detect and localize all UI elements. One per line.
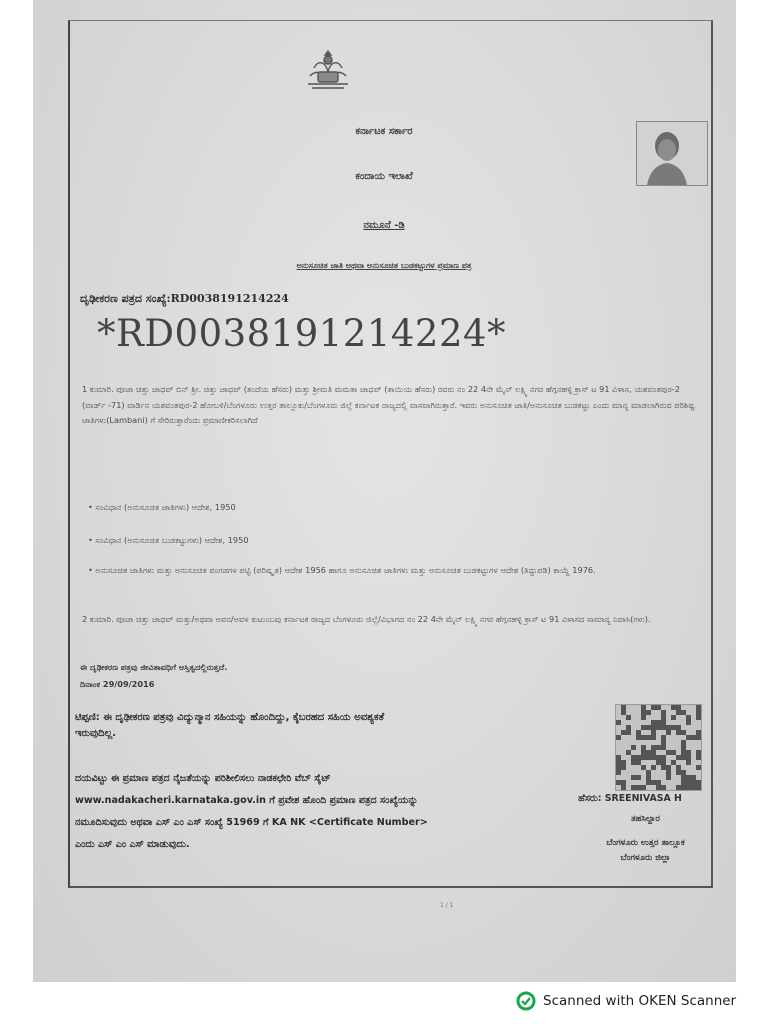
qr-code-icon <box>615 704 702 791</box>
certificate-number-line: ದೃಢೀಕರಣ ಪತ್ರದ ಸಂಖ್ಯೆ:RD0038191214224 <box>80 292 289 305</box>
scanner-text: Scanned with OKEN Scanner <box>543 993 737 1009</box>
page-number: 1 / 1 <box>440 902 454 909</box>
issue-date: ದಿನಾಂಕ 29/09/2016 <box>80 679 155 689</box>
state-emblem-icon <box>300 48 356 90</box>
note-line: ಇರುವುದಿಲ್ಲ. <box>75 728 117 739</box>
signatory-district: ಬೆಂಗಳೂರು ಜಿಲ್ಲಾ <box>620 853 671 863</box>
verify-line: www.nadakacheri.karnataka.gov.in ಗೆ ಪ್ರವೇಶ ಹೊಂದಿ ಪ್ರಮಾಣ ಪತ್ರದ ಸಂಖ್ಯೆಯನ್ನು <box>75 795 419 806</box>
certificate-paragraph-2: 2 ಕುಮಾರಿ. ಪೂಜಾ ಚಿತ್ತು ಜಾಧವ್ ಮತ್ತು/ಅಥವಾ ಅವನ/ಅವಳ ಕುಟುಂಬವು ಕರ್ನಾಟಕ ರಾಜ್ಯದ ಬೆಂಗಳೂರು ಜಿಲ್ಲೆ/ವಿಭಾಗದ ನಂ 22 4ನೇ ಮೈನ್ ಲಕ್ಷ್ಮಿ ನಗರ ಹೆಗ್ಗನಹಳ್ಳಿ ಕ್ರಾಸ್ ಟ 91 ವಿಳಾಸದ ಸಾಮಾನ್ಯ ನಿವಾಸಿ(ಗಳು). <box>82 614 651 624</box>
signatory-name: ಹೆಸರು: SREENIVASA H <box>578 793 682 804</box>
certificate-type-heading: ಅನುಸೂಚಿತ ಜಾತಿ ಅಥವಾ ಅನುಸೂಚಿತ ಬುಡಕಟ್ಟುಗಳ ಪ್ರಮಾಣ ಪತ್ರ <box>296 261 472 270</box>
department-heading: ಕಂದಾಯ ಇಲಾಖೆ <box>355 171 413 182</box>
verify-line: ನಮೂದಿಸುವುದು ಅಥವಾ ಎಸ್ ಎಂ ಎಸ್ ಸಂಖ್ಯೆ 51969 ಗೆ KA NK <Certificate Number> <box>75 817 428 828</box>
scanner-watermark <box>516 990 736 1012</box>
bullet-item: • ಸಂವಿಧಾನ (ಅನುಸೂಚಿತ ಜಾತಿಗಳು) ಆದೇಶ, 1950 <box>88 502 236 512</box>
signatory-office: ಬೆಂಗಳೂರು ಉತ್ತರ ತಾಲ್ಲೂಕ <box>606 838 685 848</box>
bullet-item: • ಸಂವಿಧಾನ (ಅನುಸೂಚಿತ ಬುಡಕಟ್ಟುಗಳು) ಆದೇಶ, 1950 <box>88 535 249 545</box>
oken-scanner-logo-icon <box>516 991 536 1011</box>
bullet-item: • ಅನುಸೂಚಿತ ಜಾತಿಗಳು ಮತ್ತು ಅನುಸೂಚಿತ ಪಂಗಡಗಳ ಪಟ್ಟಿ (ಪರಿಷ್ಕೃತ) ಆದೇಶ 1956 ಹಾಗೂ ಅನುಸೂಚಿತ ಜಾತಿಗಳು ಮತ್ತು ಅನುಸೂಚಿತ ಬುಡಕಟ್ಟುಗಳ ಆದೇಶ (ತಿದ್ದುಪಡಿ) ಕಾಯ್ದೆ 1976. <box>88 565 596 575</box>
form-heading: ನಮೂನೆ -ಡಿ <box>363 220 405 231</box>
government-heading: ಕರ್ನಾಟಕ ಸರ್ಕಾರ <box>355 126 413 137</box>
verify-line: ಎಂದು ಎಸ್ ಎಂ ಎಸ್ ಮಾಡುವುದು. <box>75 839 190 850</box>
signatory-designation: ತಹಸಿಲ್ದಾರ <box>631 814 660 824</box>
note-line: ಟಿಪ್ಪಣಿ: ಈ ದೃಢೀಕರಣ ಪತ್ರವು ವಿದ್ಯುನ್ಮಾನ ಸಹಿಯನ್ನು ಹೊಂದಿದ್ದು, ಕೈಬರಹದ ಸಹಿಯ ಅವಶ್ಯಕತೆ <box>75 712 385 723</box>
certificate-number-large: *RD0038191214224* <box>97 312 507 355</box>
certificate-paragraph-1: 1 ಕುಮಾರಿ. ಪೂಜಾ ಚಿತ್ತು ಜಾಧವ್ ಬಿನ್ ಶ್ರೀ. ಚಿತ್ತು ಜಾಧವ್ (ತಂದೆಯ ಹೆಸರು) ಮತ್ತು ಶ್ರೀಮತಿ ಮಮತಾ ಜಾಧವ್ (ತಾಯಿಯ ಹೆಸರು) ರವರು ನಂ 22 4ನೇ ಮೈನ್ ಲಕ್ಷ್ಮಿ ನಗರ ಹೆಗ್ಗನಹಳ್ಳಿ ಕ್ರಾಸ್ ಟ 91 ವಿಳಾಸ, ಯಶವಂತಪುರ-2 (ವಾರ್ಡ್ -71) ವಾರ್ಡಿನ ಯಶವಂತಪುರ-2 ಹೋಬಳಿ/ಬೆಂಗಳೂರು ಉತ್ತರ ತಾಲ್ಲೂಕು/ಬೆಂಗಳೂರು ಜಿಲ್ಲೆ ಕರ್ನಾಟಕ ರಾಜ್ಯದಲ್ಲಿ ವಾಸವಾಗಿರುತ್ತಾರೆ. ಇವರು ಅನುಸೂಚಿತ ಜಾತಿ/ಅನುಸೂಚಿತ ಬುಡಕಟ್ಟು ಎಂದು ಮಾನ್ಯ ಮಾಡಲಾಗಿರುವ ಪರಿಶಿಷ್ಟ ಜಾತಿಗಳು(Lambani) ಗೆ ಸೇರಿರುತ್ತಾರೆಂದು ಪ್ರಮಾಣೀಕರಿಸಲಾಗಿದೆ <box>82 384 695 425</box>
verify-line: ದಯವಿಟ್ಟು ಈ ಪ್ರಮಾಣ ಪತ್ರದ ನೈಜತೆಯನ್ನು ಪರಿಶೀಲಿಸಲು ನಾಡಕಛೇರಿ ವೆಬ್ ಸೈಟ್ <box>75 773 331 784</box>
digital-signature-note <box>75 710 535 742</box>
verification-instructions <box>75 768 545 856</box>
validity-statement: ಈ ದೃಢೀಕರಣ ಪತ್ರವು ಜೀವಿತಾವಧಿಗೆ ಅಸ್ತಿತ್ವದಲ್ಲಿರುತ್ತದೆ. <box>80 662 228 672</box>
